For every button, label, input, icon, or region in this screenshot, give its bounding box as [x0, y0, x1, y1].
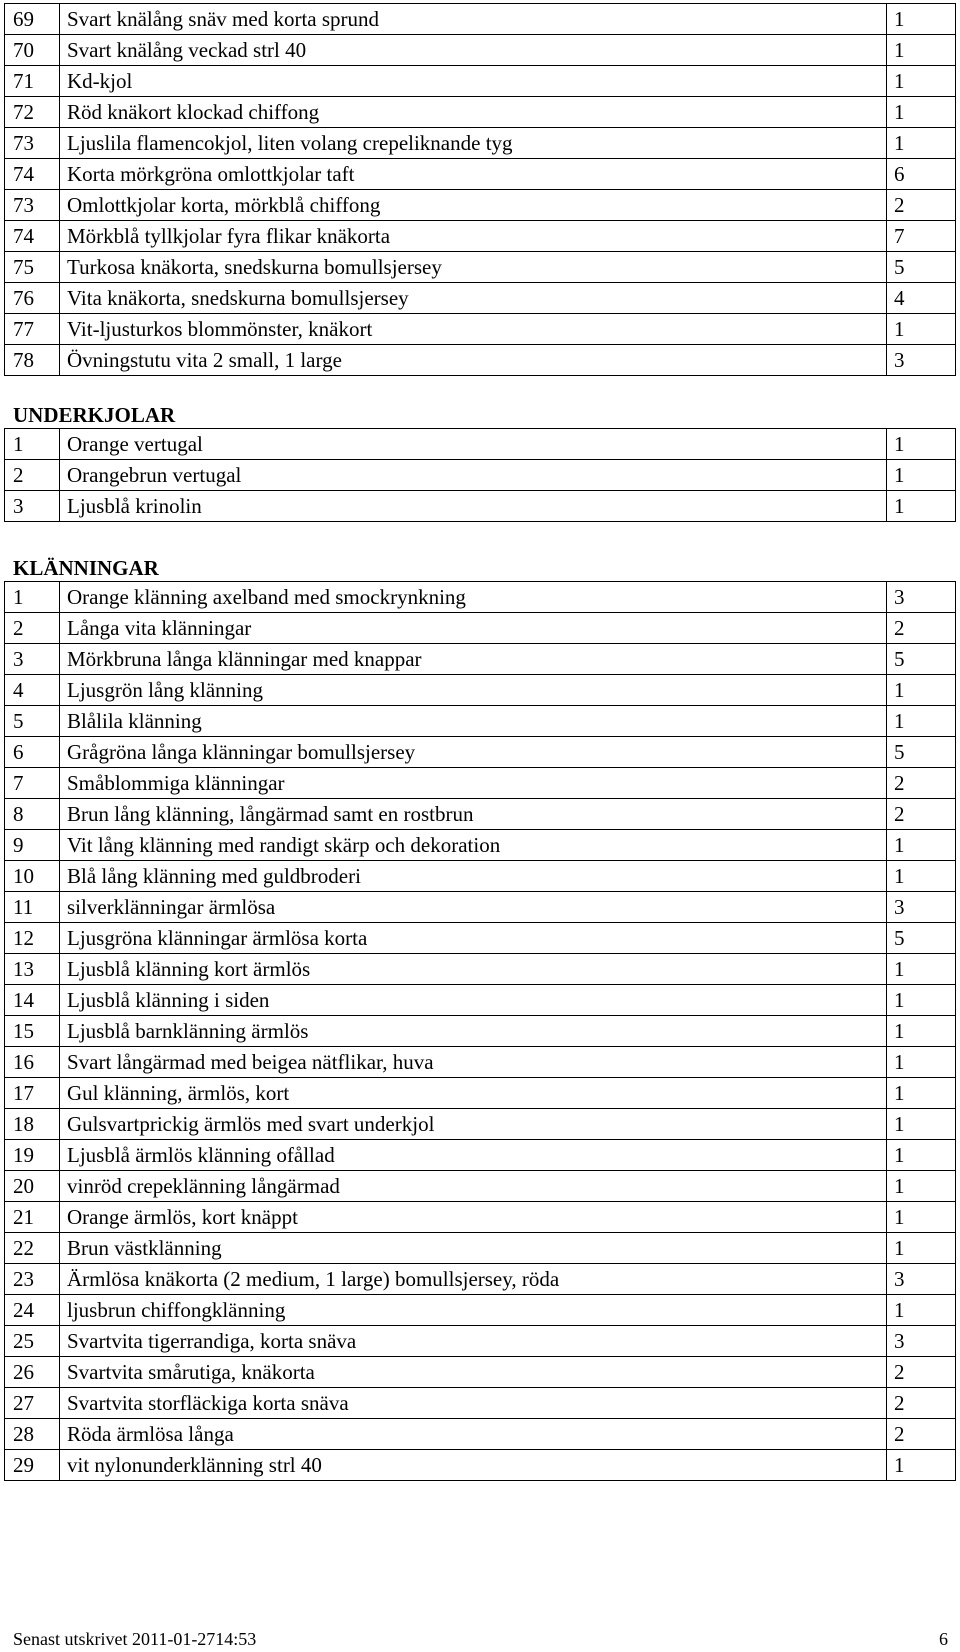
item-quantity: 5 [887, 252, 956, 283]
item-description: Orange vertugal [60, 429, 887, 460]
item-description: Orangebrun vertugal [60, 460, 887, 491]
table-row [5, 1450, 956, 1481]
item-quantity: 1 [887, 128, 956, 159]
table-row [5, 954, 956, 985]
table-row [5, 1264, 956, 1295]
item-quantity: 1 [887, 1171, 956, 1202]
item-quantity: 1 [887, 1233, 956, 1264]
item-quantity: 1 [887, 1450, 956, 1481]
item-number: 75 [5, 252, 60, 283]
item-description: Svartvita storfläckiga korta snäva [60, 1388, 887, 1419]
table-row [5, 1078, 956, 1109]
item-quantity: 6 [887, 159, 956, 190]
table-row [5, 830, 956, 861]
item-quantity: 1 [887, 491, 956, 522]
item-number: 8 [5, 799, 60, 830]
table-row [5, 1357, 956, 1388]
item-quantity: 2 [887, 768, 956, 799]
item-number: 70 [5, 35, 60, 66]
item-number: 12 [5, 923, 60, 954]
item-description: Ljusblå krinolin [60, 491, 887, 522]
item-description: Orange klänning axelband med smockrynkning [60, 582, 887, 613]
item-number: 24 [5, 1295, 60, 1326]
item-quantity: 1 [887, 1295, 956, 1326]
table-row [5, 345, 956, 376]
item-number: 14 [5, 985, 60, 1016]
item-quantity: 2 [887, 1388, 956, 1419]
item-number: 3 [5, 491, 60, 522]
table-row [5, 1295, 956, 1326]
table-row [5, 675, 956, 706]
table-row [5, 4, 956, 35]
table-row [5, 1202, 956, 1233]
item-description: Brun västklänning [60, 1233, 887, 1264]
item-quantity: 1 [887, 1016, 956, 1047]
item-number: 3 [5, 644, 60, 675]
item-description: Röda ärmlösa långa [60, 1419, 887, 1450]
table-row [5, 799, 956, 830]
item-quantity: 1 [887, 675, 956, 706]
item-number: 28 [5, 1419, 60, 1450]
table-row [5, 283, 956, 314]
item-quantity: 1 [887, 985, 956, 1016]
item-number: 25 [5, 1326, 60, 1357]
item-number: 77 [5, 314, 60, 345]
item-description: Gulsvartprickig ärmlös med svart underkjol [60, 1109, 887, 1140]
item-number: 69 [5, 4, 60, 35]
table-row [5, 1388, 956, 1419]
table-row [5, 35, 956, 66]
item-description: Ljusblå klänning i siden [60, 985, 887, 1016]
table-row [5, 768, 956, 799]
item-number: 71 [5, 66, 60, 97]
item-number: 18 [5, 1109, 60, 1140]
item-description: silverklänningar ärmlösa [60, 892, 887, 923]
item-number: 73 [5, 128, 60, 159]
item-quantity: 3 [887, 1326, 956, 1357]
item-description: Ljusblå ärmlös klänning ofållad [60, 1140, 887, 1171]
table-row [5, 1140, 956, 1171]
item-number: 11 [5, 892, 60, 923]
item-quantity: 4 [887, 283, 956, 314]
table-row [5, 491, 956, 522]
dresses-table [4, 581, 956, 1481]
item-description: Kd-kjol [60, 66, 887, 97]
table-row [5, 190, 956, 221]
item-quantity: 2 [887, 613, 956, 644]
table-row [5, 861, 956, 892]
table-row [5, 159, 956, 190]
table-row [5, 128, 956, 159]
table-row [5, 706, 956, 737]
item-number: 4 [5, 675, 60, 706]
item-number: 74 [5, 159, 60, 190]
table-row [5, 985, 956, 1016]
item-description: Ljusgrön lång klänning [60, 675, 887, 706]
item-description: Svartvita tigerrandiga, korta snäva [60, 1326, 887, 1357]
item-number: 19 [5, 1140, 60, 1171]
item-description: Turkosa knäkorta, snedskurna bomullsjersey [60, 252, 887, 283]
item-quantity: 1 [887, 706, 956, 737]
item-number: 22 [5, 1233, 60, 1264]
table-row [5, 613, 956, 644]
print-timestamp: Senast utskrivet 2011-01-2714:53 [13, 1629, 257, 1649]
table-row [5, 221, 956, 252]
item-description: Grågröna långa klänningar bomullsjersey [60, 737, 887, 768]
item-description: Vit lång klänning med randigt skärp och dekoration [60, 830, 887, 861]
item-number: 13 [5, 954, 60, 985]
item-number: 27 [5, 1388, 60, 1419]
item-number: 1 [5, 429, 60, 460]
item-number: 74 [5, 221, 60, 252]
item-description: Ljusblå barnklänning ärmlös [60, 1016, 887, 1047]
item-description: Röd knäkort klockad chiffong [60, 97, 887, 128]
item-number: 15 [5, 1016, 60, 1047]
item-description: Vit-ljusturkos blommönster, knäkort [60, 314, 887, 345]
item-quantity: 5 [887, 923, 956, 954]
table-row [5, 429, 956, 460]
item-number: 76 [5, 283, 60, 314]
item-number: 26 [5, 1357, 60, 1388]
item-description: Övningstutu vita 2 small, 1 large [60, 345, 887, 376]
item-description: Blå lång klänning med guldbroderi [60, 861, 887, 892]
item-number: 10 [5, 861, 60, 892]
item-description: Brun lång klänning, långärmad samt en rostbrun [60, 799, 887, 830]
table-row [5, 1419, 956, 1450]
item-description: Korta mörkgröna omlottkjolar taft [60, 159, 887, 190]
item-number: 23 [5, 1264, 60, 1295]
table-row [5, 1233, 956, 1264]
page-footer [13, 1628, 948, 1650]
table-row [5, 582, 956, 613]
table-row [5, 66, 956, 97]
page-number: 6 [939, 1629, 948, 1649]
table-row [5, 737, 956, 768]
item-description: Småblommiga klänningar [60, 768, 887, 799]
item-description: Gul klänning, ärmlös, kort [60, 1078, 887, 1109]
item-description: Blålila klänning [60, 706, 887, 737]
item-description: Ljusblå klänning kort ärmlös [60, 954, 887, 985]
item-quantity: 3 [887, 345, 956, 376]
item-number: 29 [5, 1450, 60, 1481]
section-heading-klanningar: KLÄNNINGAR [13, 556, 159, 580]
table-row [5, 252, 956, 283]
item-number: 73 [5, 190, 60, 221]
underskirts-table [4, 428, 956, 522]
item-quantity: 3 [887, 582, 956, 613]
item-number: 2 [5, 460, 60, 491]
item-description: Långa vita klänningar [60, 613, 887, 644]
item-quantity: 1 [887, 1140, 956, 1171]
item-quantity: 1 [887, 861, 956, 892]
item-number: 2 [5, 613, 60, 644]
skirts-table [4, 3, 956, 376]
item-quantity: 2 [887, 799, 956, 830]
item-description: Orange ärmlös, kort knäppt [60, 1202, 887, 1233]
item-description: vinröd crepeklänning långärmad [60, 1171, 887, 1202]
table-row [5, 923, 956, 954]
table-row [5, 644, 956, 675]
item-description: Svart knälång veckad strl 40 [60, 35, 887, 66]
item-quantity: 7 [887, 221, 956, 252]
item-quantity: 1 [887, 830, 956, 861]
table-row [5, 1171, 956, 1202]
item-quantity: 2 [887, 190, 956, 221]
item-number: 16 [5, 1047, 60, 1078]
item-description: Mörkbruna långa klänningar med knappar [60, 644, 887, 675]
item-number: 1 [5, 582, 60, 613]
item-number: 72 [5, 97, 60, 128]
item-description: vit nylonunderklänning strl 40 [60, 1450, 887, 1481]
item-quantity: 5 [887, 644, 956, 675]
table-row [5, 460, 956, 491]
item-quantity: 2 [887, 1357, 956, 1388]
item-quantity: 1 [887, 314, 956, 345]
item-quantity: 1 [887, 460, 956, 491]
item-quantity: 1 [887, 66, 956, 97]
table-row [5, 1109, 956, 1140]
table-row [5, 97, 956, 128]
item-quantity: 1 [887, 35, 956, 66]
item-description: Svart knälång snäv med korta sprund [60, 4, 887, 35]
item-quantity: 1 [887, 1109, 956, 1140]
item-quantity: 5 [887, 737, 956, 768]
item-quantity: 1 [887, 4, 956, 35]
item-quantity: 1 [887, 1047, 956, 1078]
item-description: Mörkblå tyllkjolar fyra flikar knäkorta [60, 221, 887, 252]
item-number: 7 [5, 768, 60, 799]
item-description: Ärmlösa knäkorta (2 medium, 1 large) bomullsjersey, röda [60, 1264, 887, 1295]
item-quantity: 3 [887, 892, 956, 923]
item-description: Vita knäkorta, snedskurna bomullsjersey [60, 283, 887, 314]
table-row [5, 892, 956, 923]
item-number: 9 [5, 830, 60, 861]
item-number: 17 [5, 1078, 60, 1109]
table-row [5, 1326, 956, 1357]
item-description: Omlottkjolar korta, mörkblå chiffong [60, 190, 887, 221]
item-quantity: 3 [887, 1264, 956, 1295]
item-quantity: 2 [887, 1419, 956, 1450]
item-number: 21 [5, 1202, 60, 1233]
item-number: 6 [5, 737, 60, 768]
item-description: Svart långärmad med beigea nätflikar, huva [60, 1047, 887, 1078]
item-number: 5 [5, 706, 60, 737]
table-row [5, 1016, 956, 1047]
item-description: Svartvita smårutiga, knäkorta [60, 1357, 887, 1388]
table-row [5, 314, 956, 345]
item-number: 20 [5, 1171, 60, 1202]
item-quantity: 1 [887, 1078, 956, 1109]
section-heading-underkjolar: UNDERKJOLAR [13, 403, 176, 427]
item-description: Ljuslila flamencokjol, liten volang crepeliknande tyg [60, 128, 887, 159]
item-quantity: 1 [887, 429, 956, 460]
item-quantity: 1 [887, 1202, 956, 1233]
item-number: 78 [5, 345, 60, 376]
item-description: Ljusgröna klänningar ärmlösa korta [60, 923, 887, 954]
item-quantity: 1 [887, 97, 956, 128]
item-description: ljusbrun chiffongklänning [60, 1295, 887, 1326]
table-row [5, 1047, 956, 1078]
item-quantity: 1 [887, 954, 956, 985]
